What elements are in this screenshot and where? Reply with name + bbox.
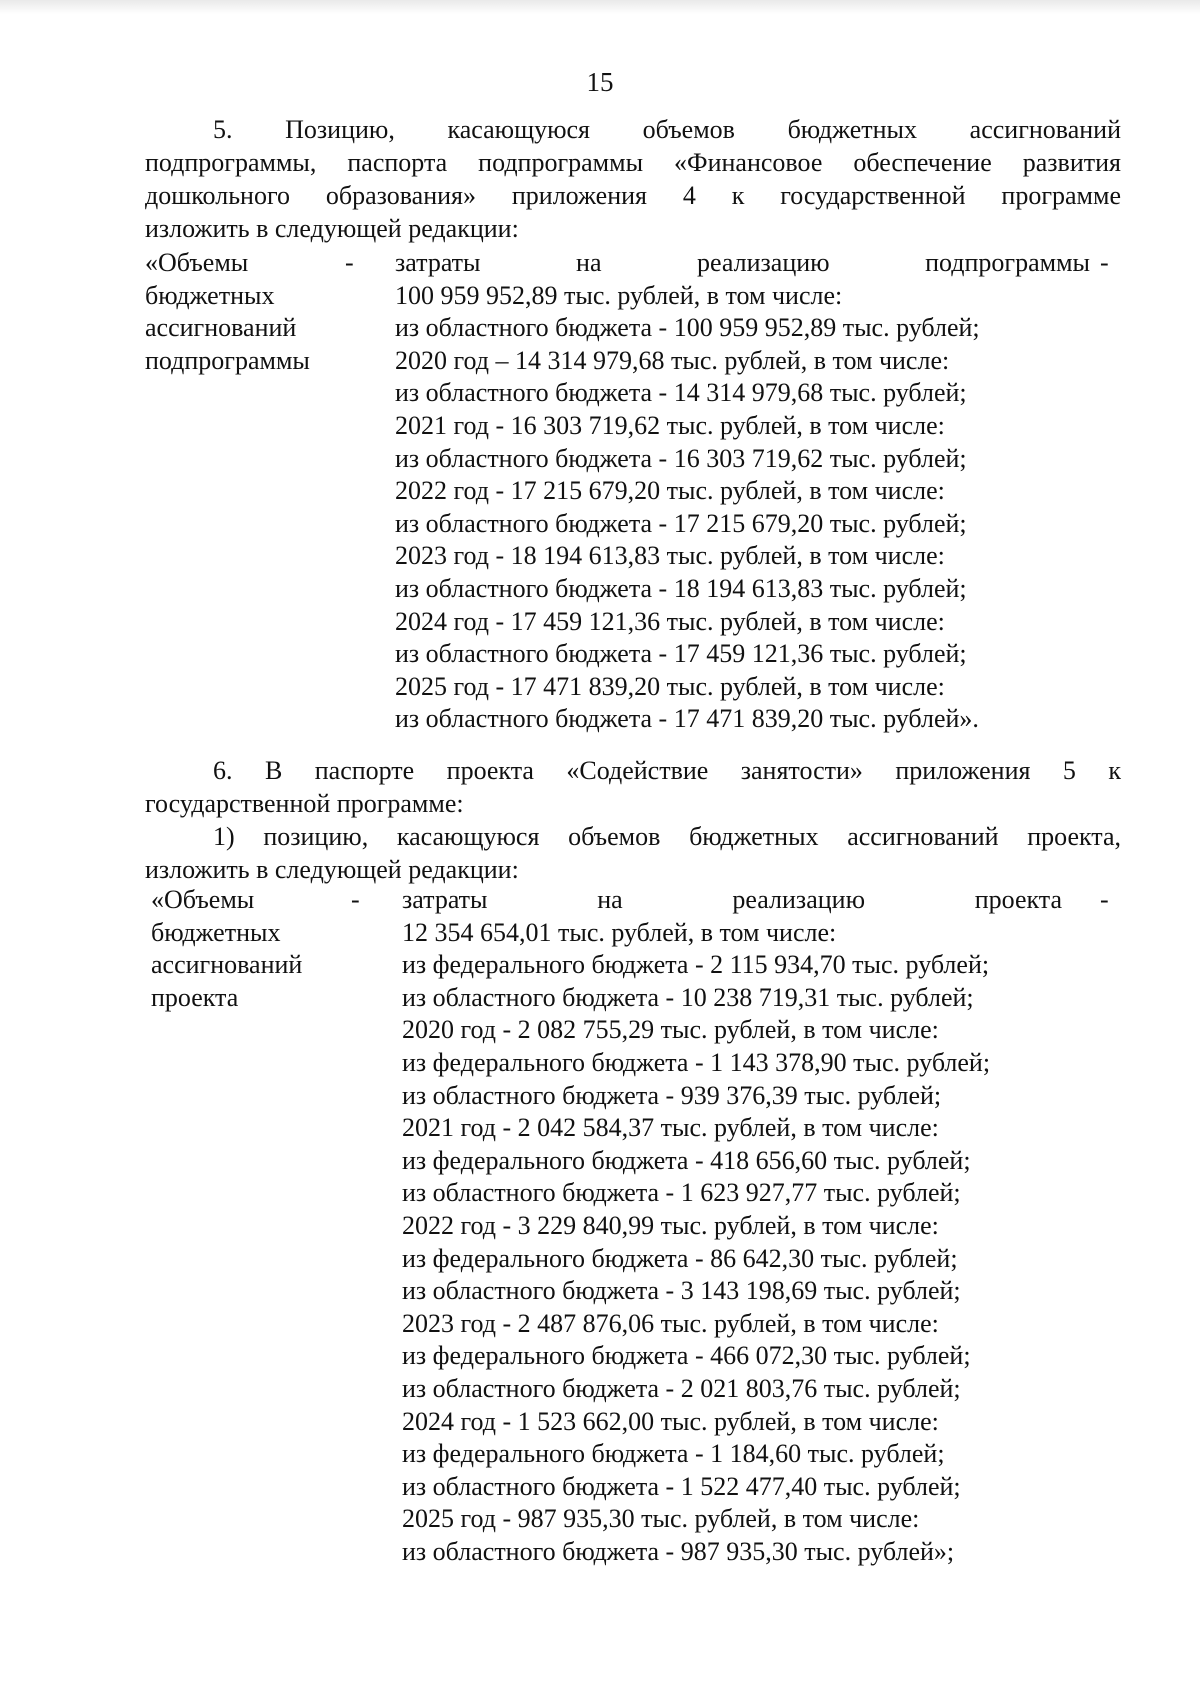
value-line: 2025 год - 987 935,30 тыс. рублей, в том числе: (402, 1504, 920, 1534)
label-line: ассигнований (151, 950, 303, 980)
value-line: 2020 год - 2 082 755,29 тыс. рублей, в том числе: (402, 1015, 939, 1045)
value-line: из областного бюджета - 2 021 803,76 тыс. рублей; (402, 1373, 961, 1403)
scan-edge (0, 0, 1200, 14)
value-line: из федерального бюджета - 2 115 934,70 тыс. рублей; (402, 950, 990, 980)
value-line: из областного бюджета - 987 935,30 тыс. рублей»; (402, 1536, 955, 1566)
subprogram-budget-block (145, 247, 1121, 734)
project-budget-values (402, 884, 1142, 1568)
section-5-paragraph (145, 113, 1121, 245)
section-6-paragraph (145, 754, 1121, 820)
value-line: 2023 год - 18 194 613,83 тыс. рублей, в том числе: (395, 541, 945, 571)
value-line: 100 959 952,89 тыс. рублей, в том числе: (395, 280, 843, 310)
value-line: из федерального бюджета - 1 143 378,90 тыс. рублей; (402, 1047, 991, 1077)
project-budget-block (145, 884, 1121, 1566)
section-6-1-line: изложить в следующей редакции: (145, 855, 519, 884)
value-line: из областного бюджета - 18 194 613,83 тыс. рублей; (395, 573, 967, 603)
value-line: 2024 год - 17 459 121,36 тыс. рублей, в том числе: (395, 606, 945, 636)
value-line: из областного бюджета - 100 959 952,89 тыс. рублей; (395, 313, 980, 343)
label-dash: - (345, 248, 354, 277)
value-line: из областного бюджета - 17 459 121,36 тыс. рублей; (395, 639, 967, 669)
label-line: подпрограммы (145, 345, 310, 375)
section-6-line: государственной программе: (145, 789, 464, 818)
value-line: 2022 год - 17 215 679,20 тыс. рублей, в том числе: (395, 476, 945, 506)
section-6-line: 6. В паспорте проекта «Содействие занятости» приложения 5 к (213, 756, 1121, 785)
value-line: из областного бюджета - 16 303 719,62 тыс. рублей; (395, 443, 967, 473)
label-line: проекта (151, 982, 239, 1012)
value-line: из федерального бюджета - 418 656,60 тыс. рублей; (402, 1145, 971, 1175)
value-line: 2021 год - 16 303 719,62 тыс. рублей, в том числе: (395, 410, 945, 440)
value-line: из областного бюджета - 1 522 477,40 тыс. рублей; (402, 1471, 961, 1501)
value-line: из федерального бюджета - 466 072,30 тыс. рублей; (402, 1341, 971, 1371)
value-first-line: затраты на реализацию проекта (402, 885, 1062, 914)
value-line: 2022 год - 3 229 840,99 тыс. рублей, в том числе: (402, 1210, 939, 1240)
value-line: из областного бюджета - 1 623 927,77 тыс. рублей; (402, 1178, 961, 1208)
value-line: из областного бюджета - 17 471 839,20 тыс. рублей». (395, 704, 979, 734)
page-number: 15 (586, 67, 614, 97)
label-line: бюджетных (145, 280, 275, 310)
value-line: из областного бюджета - 10 238 719,31 тыс. рублей; (402, 982, 974, 1012)
value-line: 2021 год - 2 042 584,37 тыс. рублей, в том числе: (402, 1113, 939, 1143)
value-line: из областного бюджета - 939 376,39 тыс. рублей; (402, 1080, 942, 1110)
value-first-line-dash: - (1100, 248, 1109, 277)
section-6-1-line: 1) позицию, касающуюся объемов бюджетных ассигнований проекта, (213, 822, 1121, 851)
section-5-line: изложить в следующей редакции: (145, 214, 519, 243)
value-first-line: затраты на реализацию подпрограммы (395, 248, 1090, 277)
value-line: из федерального бюджета - 86 642,30 тыс. рублей; (402, 1243, 958, 1273)
value-line: из областного бюджета - 14 314 979,68 тыс. рублей; (395, 378, 967, 408)
label-dash: - (351, 885, 360, 914)
value-line: 2024 год - 1 523 662,00 тыс. рублей, в том числе: (402, 1406, 939, 1436)
label-line: бюджетных (151, 917, 281, 947)
label-line: ассигнований (145, 313, 297, 343)
value-line: из областного бюджета - 17 215 679,20 тыс. рублей; (395, 508, 967, 538)
value-line: из федерального бюджета - 1 184,60 тыс. рублей; (402, 1439, 945, 1469)
value-line: 12 354 654,01 тыс. рублей, в том числе: (402, 917, 837, 947)
value-line: из областного бюджета - 3 143 198,69 тыс. рублей; (402, 1276, 961, 1306)
label-line: «Объемы (145, 248, 249, 277)
section-5-line: подпрограммы, паспорта подпрограммы «Финансовое обеспечение развития (145, 148, 1121, 177)
section-5-line: 5. Позицию, касающуюся объемов бюджетных ассигнований (213, 115, 1121, 144)
section-5-line: дошкольного образования» приложения 4 к государственной программе (145, 181, 1121, 210)
value-line: 2023 год - 2 487 876,06 тыс. рублей, в том числе: (402, 1308, 939, 1338)
label-line: «Объемы (151, 885, 255, 914)
value-line: 2020 год – 14 314 979,68 тыс. рублей, в том числе: (395, 345, 950, 375)
subprogram-budget-values (395, 247, 1135, 736)
value-line: 2025 год - 17 471 839,20 тыс. рублей, в том числе: (395, 671, 945, 701)
value-first-line-dash: - (1100, 885, 1109, 914)
section-6-1-paragraph (145, 820, 1121, 886)
